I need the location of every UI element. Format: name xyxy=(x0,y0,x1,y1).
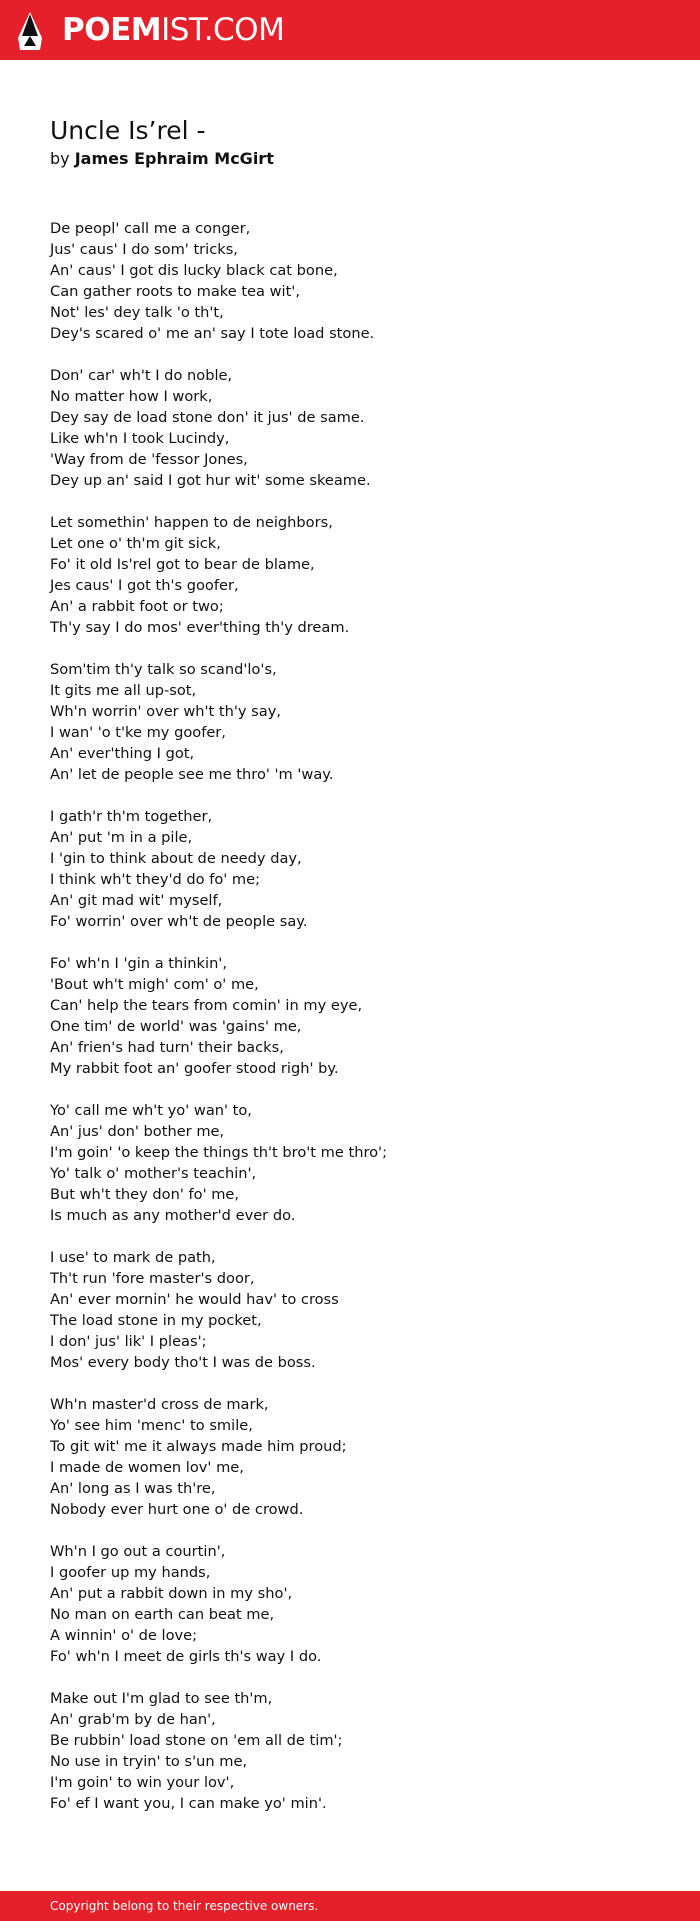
poem-line: Can gather roots to make tea wit', xyxy=(50,283,300,300)
poem-stanza xyxy=(50,1100,670,1226)
poem-line: Dey's scared o' me an' say I tote load stone. xyxy=(50,325,375,342)
poem-stanza xyxy=(50,1394,670,1520)
poem-line: Is much as any mother'd ever do. xyxy=(50,1207,296,1224)
poem-line: To git wit' me it always made him proud; xyxy=(50,1438,347,1455)
poem-line: Yo' call me wh't yo' wan' to, xyxy=(50,1102,252,1119)
poem-line: An' ever mornin' he would hav' to cross xyxy=(50,1291,339,1308)
poem-line: I use' to mark de path, xyxy=(50,1249,216,1266)
site-logo[interactable] xyxy=(62,10,284,50)
poem-line: Can' help the tears from comin' in my eye, xyxy=(50,997,363,1014)
poem-line: Make out I'm glad to see th'm, xyxy=(50,1690,273,1707)
poem-line: I gath'r th'm together, xyxy=(50,808,213,825)
poem-line: De peopl' call me a conger, xyxy=(50,220,251,237)
logo-text-bold: POEM xyxy=(62,12,162,48)
poem-line: No man on earth can beat me, xyxy=(50,1606,275,1623)
poem-line: Wh'n I go out a courtin', xyxy=(50,1543,226,1560)
poem-line: One tim' de world' was 'gains' me, xyxy=(50,1018,302,1035)
site-footer xyxy=(0,1891,700,1921)
poem-line: I wan' 'o t'ke my goofer, xyxy=(50,724,226,741)
poem-line: Wh'n master'd cross de mark, xyxy=(50,1396,269,1413)
poem-line: Wh'n worrin' over wh't th'y say, xyxy=(50,703,281,720)
poem-line: Dey up an' said I got hur wit' some skeame. xyxy=(50,472,371,489)
poem-line: I'm goin' 'o keep the things th't bro't me thro'; xyxy=(50,1144,387,1161)
poem-line: It gits me all up-sot, xyxy=(50,682,197,699)
poem-line: But wh't they don' fo' me, xyxy=(50,1186,240,1203)
copyright-text: Copyright belong to their respective owners. xyxy=(50,1899,319,1913)
poem-line: An' put 'm in a pile, xyxy=(50,829,193,846)
poem-line: Dey say de load stone don' it jus' de same. xyxy=(50,409,365,426)
poem-line: I'm goin' to win your lov', xyxy=(50,1774,235,1791)
poem-stanza xyxy=(50,1541,670,1667)
poem-line: I made de women lov' me, xyxy=(50,1459,244,1476)
poem-stanza xyxy=(50,953,670,1079)
poem-stanza xyxy=(50,365,670,491)
poem-line: Jus' caus' I do som' tricks, xyxy=(50,241,238,258)
poem-line: An' frien's had turn' their backs, xyxy=(50,1039,284,1056)
poem-line: An' git mad wit' myself, xyxy=(50,892,223,909)
poem-line: An' let de people see me thro' 'm 'way. xyxy=(50,766,334,783)
by-label: by xyxy=(50,149,70,168)
poem-stanza xyxy=(50,659,670,785)
poem-byline xyxy=(50,148,274,170)
poem-stanza xyxy=(50,1688,670,1814)
poem-line: A winnin' o' de love; xyxy=(50,1627,198,1644)
logo-text-light: IST.COM xyxy=(161,12,285,48)
poem-line: My rabbit foot an' goofer stood righ' by. xyxy=(50,1060,339,1077)
poem-line: Not' les' dey talk 'o th't, xyxy=(50,304,224,321)
poem-stanza xyxy=(50,1247,670,1373)
poem-stanza xyxy=(50,512,670,638)
poem-line: Jes caus' I got th's goofer, xyxy=(50,577,239,594)
poem-body xyxy=(50,218,670,1835)
poem-line: I don' jus' lik' I pleas'; xyxy=(50,1333,207,1350)
poem-line: Yo' talk o' mother's teachin', xyxy=(50,1165,257,1182)
poem-line: An' ever'thing I got, xyxy=(50,745,195,762)
poem-line: An' put a rabbit down in my sho', xyxy=(50,1585,293,1602)
poem-line: Mos' every body tho't I was de boss. xyxy=(50,1354,316,1371)
poem-line: An' a rabbit foot or two; xyxy=(50,598,224,615)
poem-line: The load stone in my pocket, xyxy=(50,1312,262,1329)
poem-stanza xyxy=(50,806,670,932)
poem-line: An' long as I was th're, xyxy=(50,1480,216,1497)
poem-line: Nobody ever hurt one o' de crowd. xyxy=(50,1501,304,1518)
poem-line: Fo' wh'n I meet de girls th's way I do. xyxy=(50,1648,322,1665)
poem-line: An' caus' I got dis lucky black cat bone, xyxy=(50,262,338,279)
poem-line: I goofer up my hands, xyxy=(50,1564,211,1581)
poem-line: 'Way from de 'fessor Jones, xyxy=(50,451,248,468)
poem-line: An' grab'm by de han', xyxy=(50,1711,216,1728)
site-header xyxy=(0,0,700,60)
poem-line: Th'y say I do mos' ever'thing th'y dream. xyxy=(50,619,350,636)
poem-line: Let somethin' happen to de neighbors, xyxy=(50,514,333,531)
poem-line: Fo' it old Is'rel got to bear de blame, xyxy=(50,556,315,573)
poem-line: Like wh'n I took Lucindy, xyxy=(50,430,230,447)
poem-line: No matter how I work, xyxy=(50,388,213,405)
poem-line: Th't run 'fore master's door, xyxy=(50,1270,255,1287)
poem-line: I 'gin to think about de needy day, xyxy=(50,850,302,867)
poem-line: Yo' see him 'menc' to smile, xyxy=(50,1417,253,1434)
poem-author: James Ephraim McGirt xyxy=(74,149,274,168)
poem-line: Fo' worrin' over wh't de people say. xyxy=(50,913,308,930)
poem-line: I think wh't they'd do fo' me; xyxy=(50,871,261,888)
poem-line: Fo' ef I want you, I can make yo' min'. xyxy=(50,1795,327,1812)
poem-line: No use in tryin' to s'un me, xyxy=(50,1753,248,1770)
poem-stanza xyxy=(50,218,670,344)
poem-line: Som'tim th'y talk so scand'lo's, xyxy=(50,661,277,678)
poem-line: 'Bout wh't migh' com' o' me, xyxy=(50,976,259,993)
poem-line: Don' car' wh't I do noble, xyxy=(50,367,233,384)
poem-line: Let one o' th'm git sick, xyxy=(50,535,221,552)
pen-nib-icon[interactable] xyxy=(18,12,42,52)
poem-line: An' jus' don' bother me, xyxy=(50,1123,225,1140)
poem-line: Fo' wh'n I 'gin a thinkin', xyxy=(50,955,227,972)
poem-title: Uncle Is’rel - xyxy=(50,116,206,145)
poem-line: Be rubbin' load stone on 'em all de tim'; xyxy=(50,1732,343,1749)
